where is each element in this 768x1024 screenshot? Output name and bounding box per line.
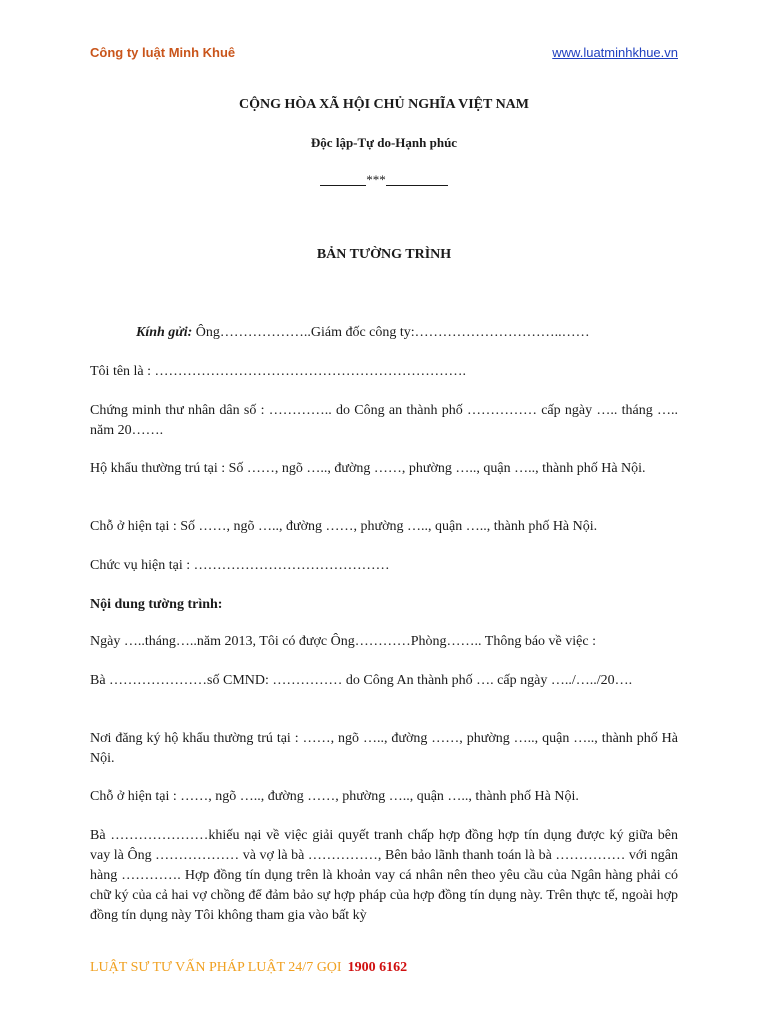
website-link[interactable]: www.luatminhkhue.vn [552, 45, 678, 60]
permanent-address-line: Hộ khẩu thường trú tại : Số ……, ngõ ….., đường ……, phường ….., quận ….., thành phố Hà Nội. [90, 461, 646, 476]
addressee-label: Kính gửi: [136, 325, 193, 340]
addressee-line [136, 323, 676, 343]
name-line: Tôi tên là : …………………………………………………………. [90, 364, 467, 379]
separator-stars: *** [366, 172, 386, 187]
footer-text: LUẬT SƯ TƯ VẤN PHÁP LUẬT 24/7 GỌI [90, 960, 342, 975]
content-paragraph-1: Ngày …..tháng…..năm 2013, Tôi có được Ông…………Phòng…….. Thông báo về việc : [90, 634, 596, 649]
motto: Độc lập-Tự do-Hạnh phúc [310, 135, 458, 150]
content-paragraph-3: Nơi đăng ký hộ khẩu thường trú tại : ……, ngõ ….., đường ……, phường ….., quận ….., thành phố Hà Nội. [90, 731, 678, 766]
current-address-line: Chỗ ở hiện tại : Số ……, ngõ ….., đường ……, phường ….., quận ….., thành phố Hà Nội. [90, 519, 598, 534]
company-name: Công ty luật Minh Khuê [90, 45, 236, 60]
national-title: CỘNG HÒA XÃ HỘI CHỦ NGHĨA VIỆT NAM [238, 97, 529, 112]
separator-line-right [386, 185, 448, 186]
content-paragraph-5: Bà …………………khiếu nại về việc giải quyết tranh chấp hợp đồng hợp tín dụng được ký giữa bên vay là Ông ……………… và vợ là bà ……………, Bên bảo lãnh thanh toán là bà …………… với ngân hàng …………. Hợp đồng tín dụng trên là khoản vay cá nhân nên theo yêu cầu của Ngân hàng phải có chữ ký của cả hai vợ chồng để đảm bảo sự hợp pháp của hợp đồng tín dụng này. Trên thực tế, ngoài hợp đồng tín dụng này Tôi không tham gia vào bất kỳ [90, 828, 678, 923]
title-separator [0, 172, 768, 188]
content-paragraph-2: Bà …………………số CMND: …………… do Công An thành phố …. cấp ngày …../…../20…. [90, 673, 633, 688]
footer-phone[interactable]: 1900 6162 [347, 960, 408, 975]
document-title: BẢN TƯỜNG TRÌNH [316, 247, 452, 262]
footer-hotline [90, 960, 407, 976]
content-heading: Nội dung tường trình: [90, 597, 223, 612]
addressee-text: Ông………………..Giám đốc công ty:…………………………..…… [192, 325, 590, 340]
position-line: Chức vụ hiện tại : …………………………………… [90, 558, 390, 573]
separator-line-left [320, 185, 366, 186]
content-paragraph-4: Chỗ ở hiện tại : ……, ngõ ….., đường ……, phường ….., quận ….., thành phố Hà Nội. [90, 789, 579, 804]
id-card-line: Chứng minh thư nhân dân số : ………….. do Công an thành phố …………… cấp ngày ….. tháng ….. năm 20……. [90, 403, 678, 438]
